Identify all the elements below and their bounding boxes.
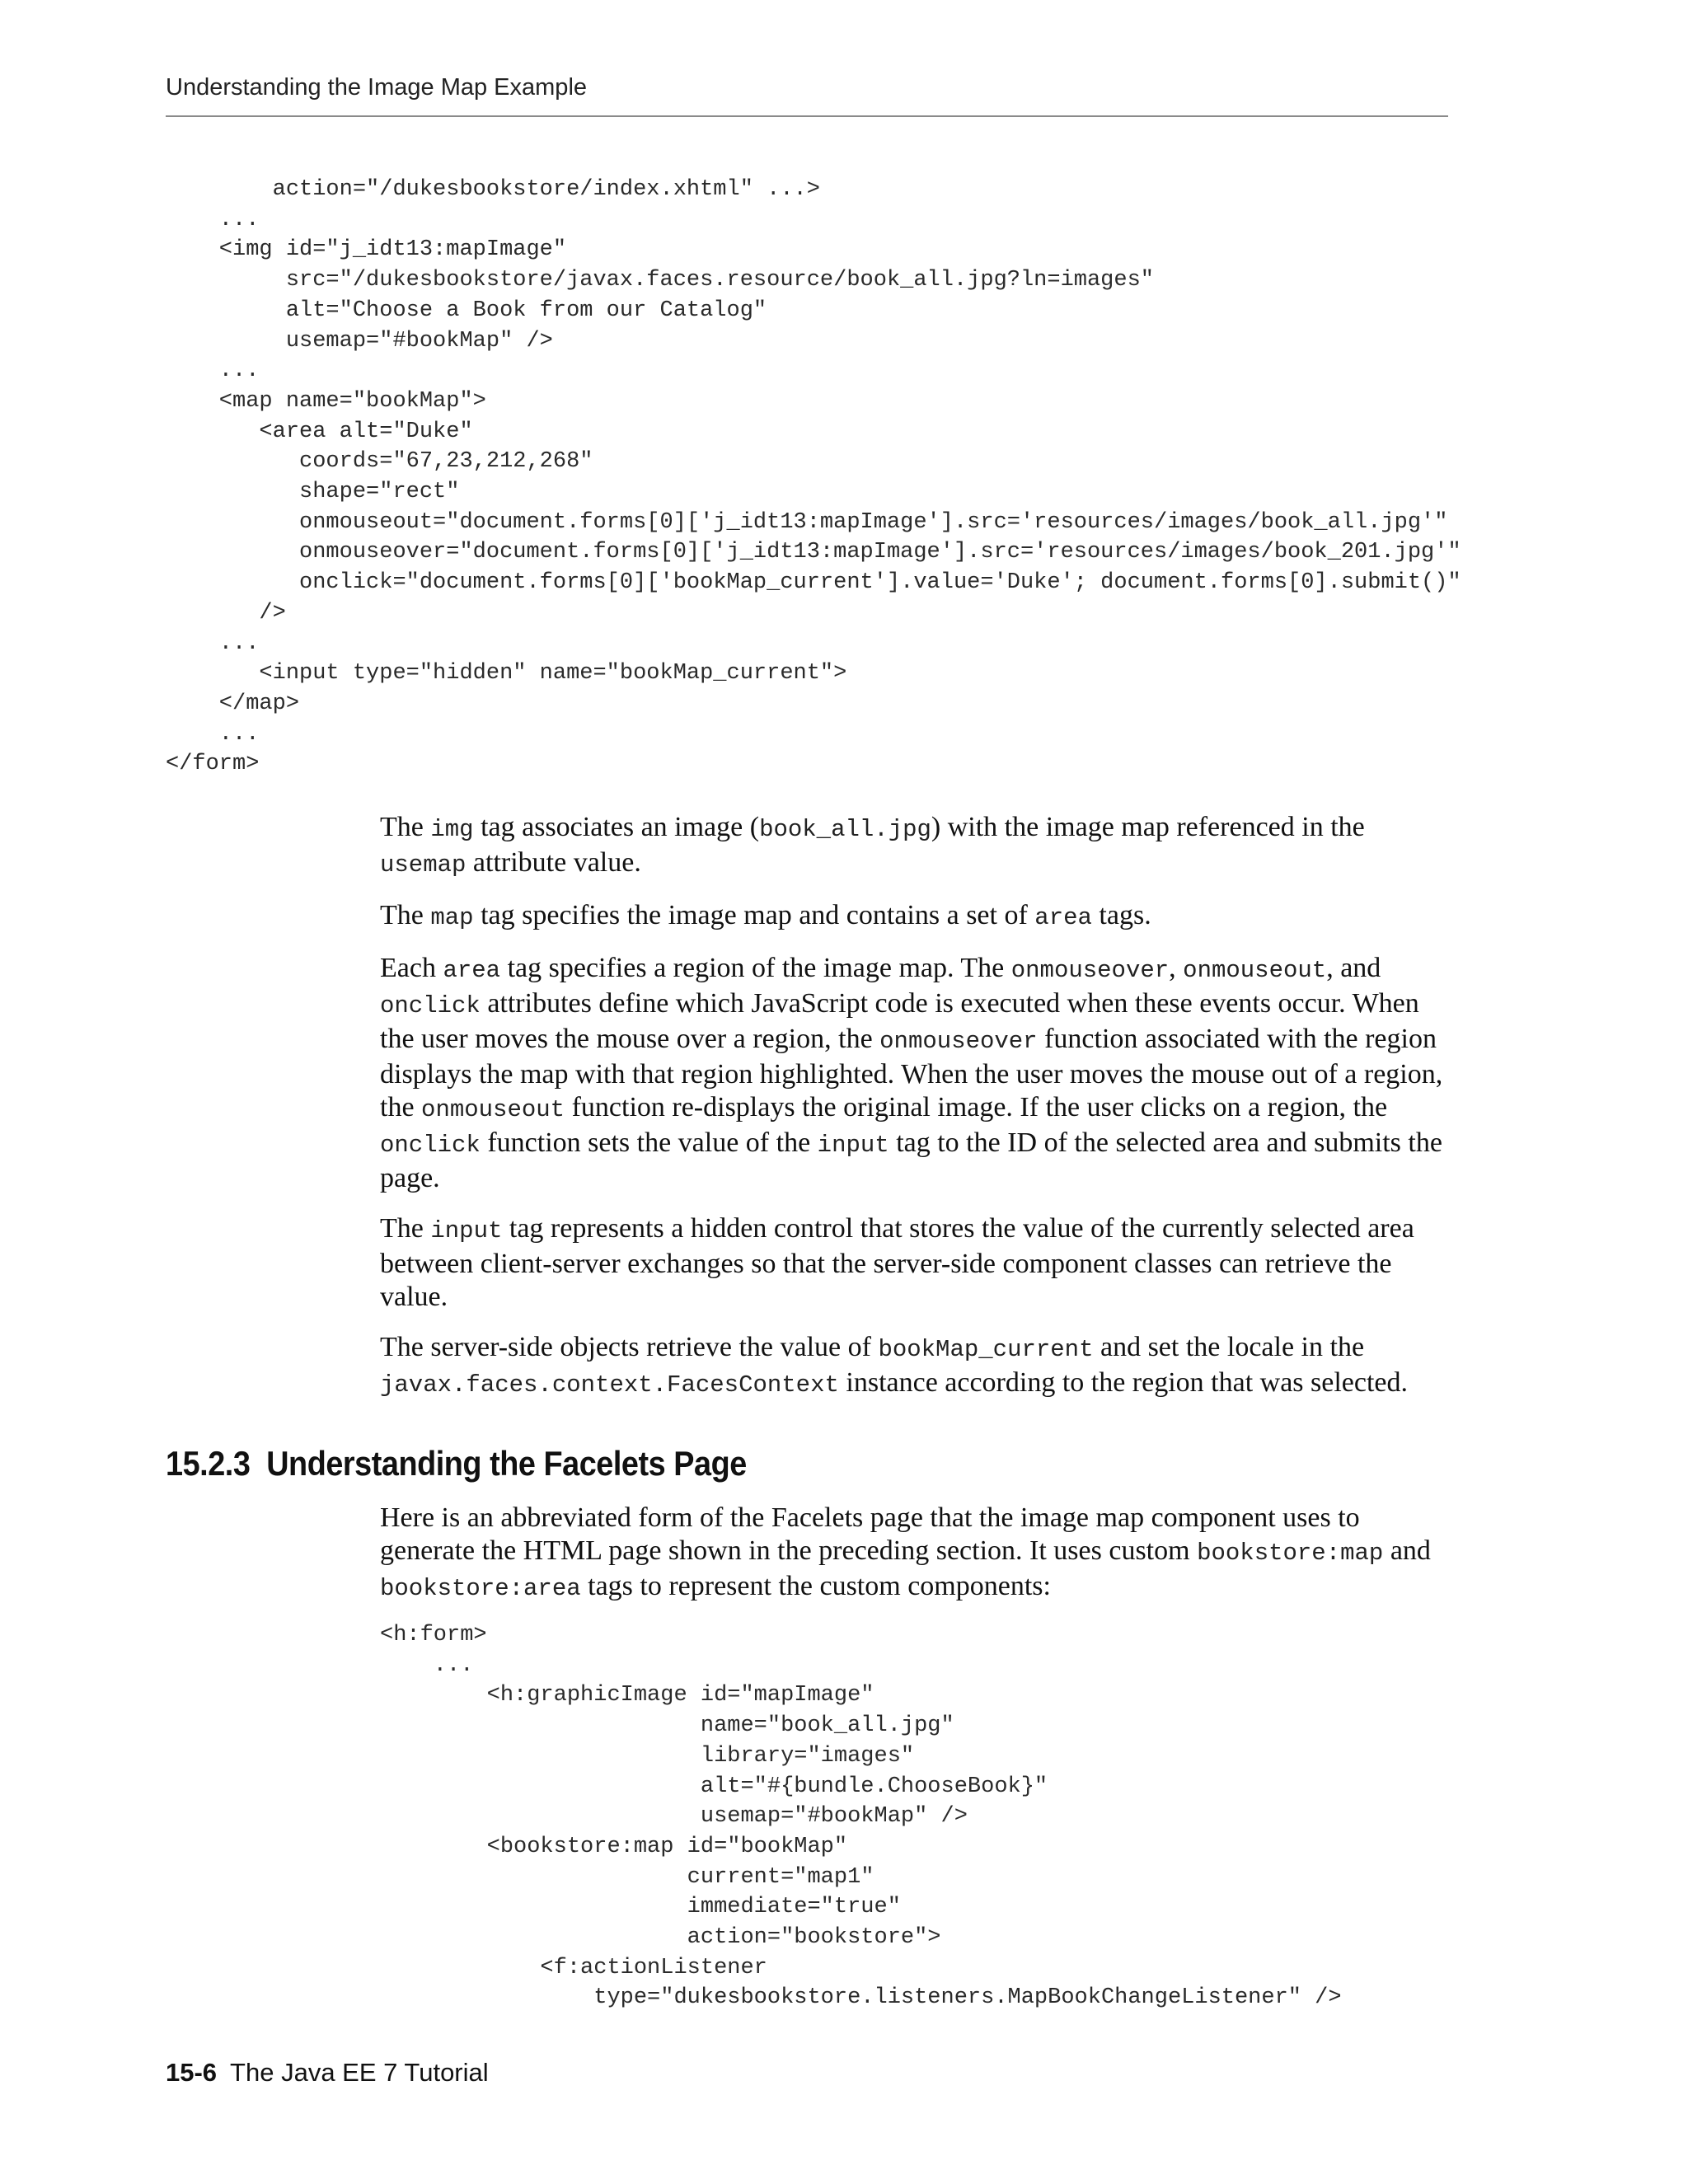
explanation-text — [380, 811, 1451, 1419]
inline-code: onmouseover — [1010, 957, 1170, 984]
code-line: ... — [166, 630, 260, 656]
section-number: 15.2.3 — [166, 1444, 251, 1483]
paragraph-map-tag: The map tag specifies the image map and contains a set of area tags. — [380, 900, 1151, 931]
code-line: <h:form> — [380, 1623, 487, 1647]
section-heading — [166, 1444, 747, 1483]
code-line: ... — [380, 1652, 474, 1678]
html-code-listing — [166, 175, 1461, 780]
code-line: src="/dukesbookstore/javax.faces.resource/book_all.jpg?ln=images" — [166, 268, 1154, 293]
inline-code: bookMap_current — [878, 1336, 1094, 1363]
code-line: <f:actionListener — [380, 1955, 767, 1980]
inline-code: area — [1034, 904, 1092, 931]
facelets-code-listing — [380, 1620, 1342, 2013]
inline-code: bookstore:area — [380, 1575, 581, 1602]
section-title: Understanding the Facelets Page — [266, 1444, 747, 1483]
code-line: current="map1" — [380, 1864, 874, 1890]
section-intro — [380, 1502, 1451, 1623]
inline-code: javax.faces.context.FacesContext — [380, 1371, 839, 1399]
code-line: <map name="bookMap"> — [166, 388, 486, 414]
code-line: onmouseover="document.forms[0]['j_idt13:mapImage'].src='resources/images/book_201.jpg'" — [166, 540, 1461, 565]
inline-code: onmouseout — [421, 1096, 565, 1123]
page-footer — [166, 2058, 489, 2088]
book-title: The Java EE 7 Tutorial — [230, 2058, 489, 2087]
paragraph-area-tag: Each area tag specifies a region of the image map. The onmouseover, onmouseout, and onclick attributes define which JavaScript code is executed when these events occur. When the user moves the mouse over a region, the onmouseover function associated with the region displays the map with that region highlighted. When the user moves the mouse out of a region, the onmouseout function re-displays the original image. If the user clicks on a region, the onclick function sets the value of the input tag to the ID of the selected area and submits the page. — [380, 953, 1443, 1193]
code-line: <bookstore:map id="bookMap" — [380, 1834, 848, 1859]
code-line: ... — [166, 721, 260, 747]
code-line: usemap="#bookMap" /> — [166, 328, 553, 354]
paragraph-input-tag: The input tag represents a hidden control that stores the value of the currently selected area between client-server exchanges so that the server-side component classes can retrieve the value. — [380, 1213, 1414, 1312]
code-line: onclick="document.forms[0]['bookMap_current'].value='Duke'; document.forms[0].submit()" — [166, 570, 1461, 596]
page-number: 15-6 — [166, 2058, 218, 2087]
code-line: action="/dukesbookstore/index.xhtml" ...> — [166, 177, 820, 202]
code-line: alt="Choose a Book from our Catalog" — [166, 298, 767, 323]
inline-code: usemap — [380, 851, 467, 879]
code-line: <area alt="Duke" — [166, 419, 473, 444]
paragraph-server-side: The server-side objects retrieve the value of bookMap_current and set the locale in the javax.faces.context.FacesContext instance according to the region that was selected. — [380, 1332, 1409, 1399]
running-header: Understanding the Image Map Example — [166, 74, 588, 101]
inline-code: bookstore:map — [1197, 1540, 1384, 1567]
inline-code: input — [817, 1132, 889, 1159]
header-rule — [166, 115, 1448, 117]
inline-code: book_all.jpg — [759, 816, 931, 843]
code-line: ... — [166, 359, 260, 384]
paragraph-intro: Here is an abbreviated form of the Facelets page that the image map component uses to generate the HTML page shown in the preceding section. It uses custom bookstore:map and bookstore:area tags to represent the custom components: — [380, 1502, 1431, 1602]
code-line: type="dukesbookstore.listeners.MapBookChangeListener" /> — [380, 1985, 1342, 2011]
paragraph-img-tag: The img tag associates an image (book_all.jpg) with the image map referenced in the usemap attribute value. — [380, 812, 1365, 879]
code-line: alt="#{bundle.ChooseBook}" — [380, 1774, 1048, 1799]
code-line: coords="67,23,212,268" — [166, 449, 593, 475]
code-line: name="book_all.jpg" — [380, 1713, 954, 1739]
inline-code: area — [443, 957, 501, 984]
code-line: onmouseout="document.forms[0]['j_idt13:mapImage'].src='resources/images/book_all.jpg'" — [166, 509, 1448, 535]
inline-code: onclick — [380, 992, 481, 1019]
inline-code: onmouseout — [1183, 957, 1327, 984]
code-line: <input type="hidden" name="bookMap_current"> — [166, 661, 847, 687]
code-line: </form> — [166, 752, 260, 777]
code-line: ... — [166, 207, 260, 232]
inline-code: input — [430, 1217, 503, 1244]
code-line: <img id="j_idt13:mapImage" — [166, 237, 567, 263]
code-line: shape="rect" — [166, 480, 460, 505]
code-line: action="bookstore"> — [380, 1925, 941, 1951]
code-line: usemap="#bookMap" /> — [380, 1804, 968, 1830]
code-line: /> — [166, 600, 286, 626]
code-line: immediate="true" — [380, 1895, 901, 1920]
inline-code: onmouseover — [879, 1028, 1038, 1055]
inline-code: img — [430, 816, 474, 843]
code-line: </map> — [166, 691, 300, 716]
inline-code: map — [430, 904, 474, 931]
code-line: library="images" — [380, 1743, 915, 1769]
code-line: <h:graphicImage id="mapImage" — [380, 1683, 874, 1708]
inline-code: onclick — [380, 1132, 481, 1159]
